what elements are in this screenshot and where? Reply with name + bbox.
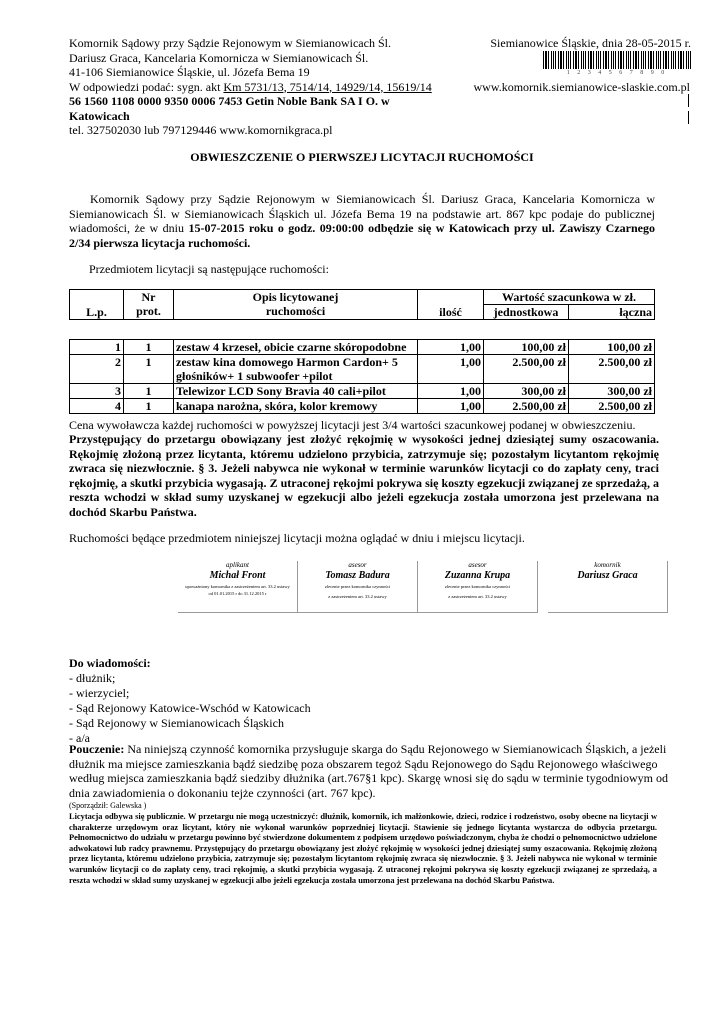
place-date: Siemianowice Śląskie, dnia 28-05-2015 r. [490, 36, 691, 50]
col-laczna: łączna [569, 305, 655, 320]
instruction-paragraph: Pouczenie: Na niniejszą czynność komornika przysługuje skarga do Sądu Rejonowego w Siemianowicach Śląskich, a jeżeli dłużnik ma miejsce zamieszkania bądź siedzibę poza obszarem tegoż Sądu Rejonowego do Sądu Rejonowego właściwego według miejsca zamieszkania bądź siedziby dłużnika (art.767§1 kpc). Skargę wnosi się do sądu w terminie tygodniowym od dnia zawiadomienia o dokonaniu tejże czynności (art. 767 kpc). [69, 742, 668, 800]
distribution-heading: Do wiadomości: [69, 656, 151, 670]
signature-block: asesor Zuzanna Krupa zlecenie przez komornika czynności z zastrzeżeniem art. 33.2 ustawy [418, 561, 538, 613]
sender-line-2: Dariusz Graca, Kancelaria Komornicza w Siemianowicach Śl. [69, 50, 369, 65]
signature-block: komornik Dariusz Graca [548, 561, 668, 613]
margin-mark [688, 111, 689, 124]
col-opis: Opis licytowanej ruchomości [174, 290, 418, 320]
list-item: - Sąd Rejonowy w Siemianowicach Śląskich [69, 716, 284, 730]
list-item: - Sąd Rejonowy Katowice-Wschód w Katowicach [69, 701, 311, 715]
auction-rules-footer: Licytacja odbywa się publicznie. W przetargu nie mogą uczestniczyć: dłużnik, komornik, ich małżonkowie, dzieci, rodzice i rodzeństwo, osoby obecne na licytacji w charakterze urzędowym oraz licytant, który nie wykonał warunków poprzedniej licytacji. Stawienie się jednego licytanta wystarcza do odbycia przetargu. Pełnomocnictwo do udziału w przetargu powinno być stwierdzone dokumentem z podpisem urzędowo poświadczonym, chyba że chodzi o pełnomocnictwo udzielone adwokatowi lub radcy prawnemu. Przystępujący do przetargu obowiązany jest złożyć rękojmię w wysokości jednej dziesiątej sumy oszacowania. Rękojmię złożoną przez licytanta, któremu udzielono przybicia, zatrzymuje się; pozostałym licytantom rękojmię zwraca się niezwłocznie. § 3. Jeżeli nabywca nie wykonał w terminie warunków licytacji co do zapłaty ceny, traci rękojmię, a skutki przybicia wygasają. Z utraconej rękojmi pokrywa się koszty egzekucji związanej ze sprzedażą, a reszta wchodzi w skład sumy uzyskanej w egzekucji albo jeżeli egzekucja została umorzona jest przelewana na dochód Skarbu Państwa. [69, 812, 657, 885]
margin-mark [688, 94, 689, 107]
subject-line: Przedmiotem licytacji są następujące ruchomości: [89, 262, 329, 276]
barcode-digits: 1 2 3 4 5 6 7 8 9 0 [543, 69, 691, 77]
document-title: OBWIESZCZENIE O PIERWSZEJ LICYTACJI RUCHOMOŚCI [190, 150, 534, 164]
prepared-by: (Sporządził: Galewska ) [69, 801, 147, 810]
distribution-list [69, 656, 669, 746]
intro-paragraph: Komornik Sądowy przy Sądzie Rejonowym w Siemianowicach Śl. Dariusz Graca, Kancelaria Komornicza w Siemianowicach Śl. w Siemianowicach Śląskich ul. Józefa Bema 19 na podstawie art. 867 kpc podaje do publicznej wiadomości, że w dniu 15-07-2015 roku o godz. 09:00:00 odbędzie się w Katowicach przy ul. Zawiszy Czarnego 2/34 pierwsza licytacja ruchomości. [69, 192, 655, 250]
sender-address: 41-106 Siemianowice Śląskie, ul. Józefa Bema 19 [69, 65, 310, 79]
items-table-header [69, 289, 655, 320]
sender-line-1: Komornik Sądowy przy Sądzie Rejonowym w Siemianowicach Śl. [69, 36, 391, 50]
deposit-rules: Przystępujący do przetargu obowiązany jest złożyć rękojmię w wysokości jednej dziesiątej sumy oszacowania. Rękojmię złożoną przez licytanta, któremu udzielono przybicia, zatrzymuje się; pozostałym licytantom rękojmię zwraca się niezwłocznie. § 3. Jeżeli nabywca nie wykonał w terminie warunków licytacji co do zapłaty ceny, traci rękojmię, a skutki przybicia wygasają. Z utraconej rękojmi pokrywa się koszty egzekucji związanej ze sprzedażą, a reszta wchodzi w skład sumy uzyskanej w egzekucji albo jeżeli egzekucja została umorzona jest przelewana na dochód Skarbu Państwa. [69, 432, 659, 519]
list-item: - wierzyciel; [69, 686, 130, 700]
col-jednostkowa: jednostkowa [484, 305, 569, 320]
case-reference: W odpowiedzi podać: sygn. akt Km 5731/13, 7514/14, 14929/14, 15619/14 [69, 79, 432, 94]
contact-line: tel. 327502030 lub 797129446 www.komornikgraca.pl [69, 123, 333, 137]
bank-account-line-2: Katowicach [69, 108, 130, 123]
table-row: 4 1 kanapa narożna, skóra, kolor kremowy 1,00 2.500,00 zł 2.500,00 zł [70, 399, 655, 414]
table-row: 1 1 zestaw 4 krzeseł, obicie czarne skóropodobne 1,00 100,00 zł 100,00 zł [70, 340, 655, 355]
col-nr: Nr prot. [124, 290, 174, 320]
col-wartosc: Wartość szacunkowa w zł. [484, 290, 655, 305]
list-item: - a/a [69, 731, 90, 745]
starting-price-note: Cena wywoławcza każdej ruchomości w powyższej licytacji jest 3/4 wartości szacunkowej podanej w obwieszczeniu. [69, 418, 636, 432]
table-row: 3 1 Telewizor LCD Sony Bravia 40 cali+pilot 1,00 300,00 zł 300,00 zł [70, 384, 655, 399]
website-link[interactable]: www.komornik.siemianowice-slaskie.com.pl [473, 80, 690, 94]
bank-account-line-1: 56 1560 1108 0000 9350 0006 7453 Getin Noble Bank SA I O. w [69, 94, 390, 108]
list-item: - dłużnik; [69, 671, 116, 685]
items-table [69, 339, 655, 414]
signature-block: aplikant Michał Front upoważniony komornika z zastrzeżeniem art. 33.2 ustawy od 01.01.2015 r do 31.12.2015 r [178, 561, 298, 613]
viewing-note: Ruchomości będące przedmiotem niniejszej licytacji można oglądać w dniu i miejscu licytacji. [69, 531, 525, 545]
case-numbers: Km 5731/13, 7514/14, 14929/14, 15619/14 [223, 79, 432, 94]
auction-date-place: 15-07-2015 roku o godz. 09:00:00 odbędzie się w Katowicach przy ul. Zawiszy Czarnego 2/34 pierwsza licytacja ruchomości. [69, 221, 655, 250]
signature-block: asesor Tomasz Badura zlecenie przez komornika czynności z zastrzeżeniem art. 33.2 ustawy [298, 561, 418, 613]
sender-block [69, 36, 469, 138]
table-row: 2 1 zestaw kina domowego Harmon Cardon+ 5 głośników+ 1 subwoofer +pilot 1,00 2.500,00 zł 2.500,00 zł [70, 355, 655, 384]
col-ilosc: ilość [418, 290, 484, 320]
col-lp: L.p. [70, 290, 124, 320]
